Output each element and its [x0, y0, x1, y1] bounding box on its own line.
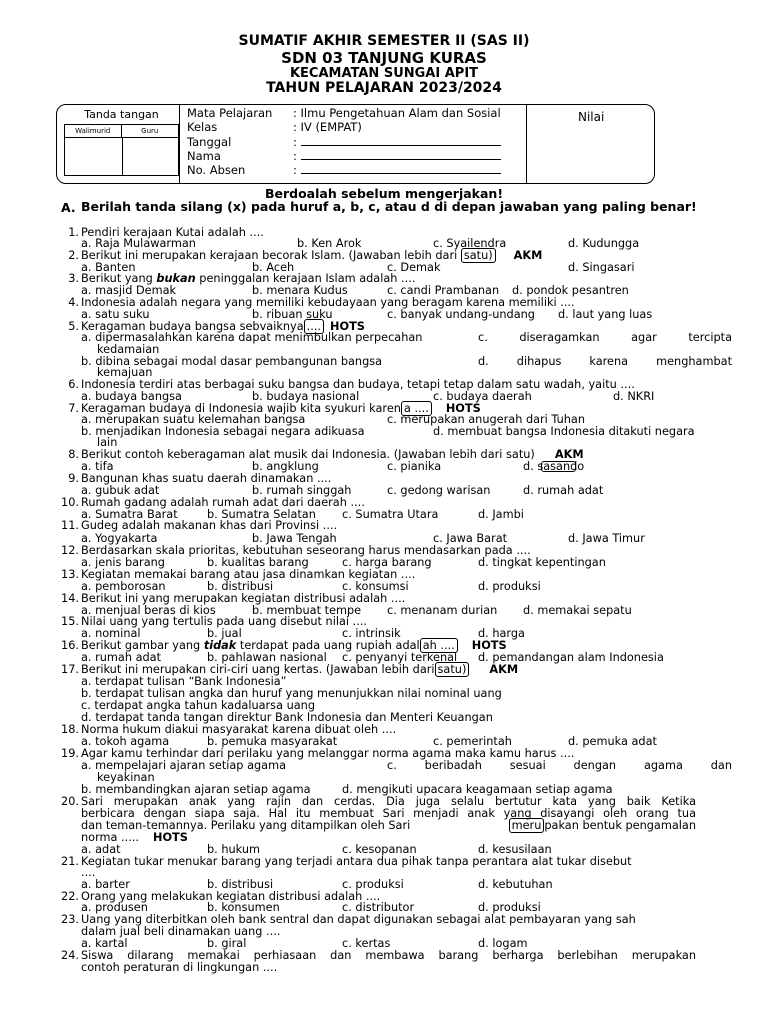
- option[interactable]: b. pemuka masyarakat: [207, 735, 338, 748]
- question-text: Nilai uang yang tertulis pada uang disebut nilai ....: [81, 615, 368, 628]
- field-value: : Ilmu Pengetahuan Alam dan Sosial: [293, 106, 501, 120]
- option[interactable]: a. nominal: [81, 627, 141, 640]
- question-text-part: pakan bentuk pengamalan: [544, 819, 696, 832]
- question-text: Norma hukum diakui masyarakat karena dibuat oleh ....: [81, 723, 397, 736]
- question-text: Siswa dilarang memakai perhiasaan dan membawa barang berharga berlebihan merupakan: [81, 949, 696, 962]
- question-text-part: Berikut yang: [81, 272, 153, 285]
- option[interactable]: b. hukum: [207, 843, 261, 856]
- question-number: 10.: [61, 496, 79, 509]
- option[interactable]: b. Jawa Tengah: [252, 532, 337, 545]
- option[interactable]: a. produsen: [81, 901, 148, 914]
- option[interactable]: d. kesusilaan: [478, 843, 552, 856]
- question-text: ....: [81, 866, 96, 879]
- question-number: 5.: [68, 320, 79, 333]
- option[interactable]: b. angklung: [252, 460, 319, 473]
- option[interactable]: a. terdapat tulisan “Bank Indonesia”: [81, 675, 287, 688]
- option[interactable]: c. intrinsik: [342, 627, 401, 640]
- option[interactable]: b. terdapat tulisan angka dan huruf yang menunjukkan nilai nominal uang: [81, 687, 502, 700]
- option[interactable]: b. budaya nasional: [252, 390, 360, 403]
- option[interactable]: a. gubuk adat: [81, 484, 160, 497]
- hots-tag: HOTS: [445, 402, 481, 415]
- akm-tag: AKM: [554, 448, 584, 461]
- field-label: Tanggal: [187, 135, 232, 149]
- question-text: Gudeg adalah makanan khas dari Provinsi ....: [81, 519, 338, 532]
- option[interactable]: a. Banten: [81, 261, 136, 274]
- question-number: 19.: [61, 747, 79, 760]
- option[interactable]: c. Sumatra Utara: [342, 508, 439, 521]
- option[interactable]: a. masjid Demak: [81, 284, 177, 297]
- question-text-part: dan teman-temannya. Perilaku yang ditampilkan oleh Sari: [81, 819, 411, 832]
- option[interactable]: a. tifa: [81, 460, 114, 473]
- option[interactable]: b. giral: [207, 937, 247, 950]
- question-number: 4.: [68, 296, 79, 309]
- option[interactable]: b. membuat tempe: [252, 604, 362, 617]
- section-letter: A.: [61, 200, 76, 215]
- option[interactable]: a. Raja Mulawarman: [81, 237, 196, 250]
- question-text: Rumah gadang adalah rumah adat dari daerah ....: [81, 496, 365, 509]
- signature-title: Tanda tangan: [84, 108, 159, 121]
- option[interactable]: b. pahlawan nasional: [207, 651, 327, 664]
- option[interactable]: d. terdapat tanda tangan direktur Bank Indonesia dan Menteri Keuangan: [81, 711, 493, 724]
- question-number: 24.: [61, 949, 79, 962]
- question-text: Agar kamu terhindar dari perilaku yang melanggar norma agama maka kamu harus ....: [81, 747, 575, 760]
- option[interactable]: d. Jawa Timur: [568, 532, 645, 545]
- question-text: Berdasarkan skala prioritas, kebutuhan seseorang harus mendasarkan pada ....: [81, 544, 531, 557]
- option[interactable]: a. merupakan suatu kelemahan bangsa: [81, 413, 306, 426]
- option[interactable]: c. terdapat angka tahun kadaluarsa uang: [81, 699, 315, 712]
- option[interactable]: c. merupakan anugerah dari Tuhan: [387, 413, 585, 426]
- hots-tag: HOTS: [153, 831, 188, 844]
- hots-tag: HOTS: [330, 320, 365, 333]
- option[interactable]: c. budaya daerah: [433, 390, 532, 403]
- field-colon: :: [293, 163, 297, 177]
- option[interactable]: a. jenis barang: [81, 556, 165, 569]
- option[interactable]: c. beribadah sesuai dengan agama dan: [387, 759, 732, 772]
- option[interactable]: d. memakai sepatu: [523, 604, 632, 617]
- option[interactable]: a. adat: [81, 843, 121, 856]
- option[interactable]: a. Yogyakarta: [81, 532, 158, 545]
- option[interactable]: b. Aceh: [252, 261, 295, 274]
- question-number: 1.: [68, 226, 79, 239]
- option[interactable]: c. kertas: [342, 937, 391, 950]
- question-number: 9.: [68, 472, 79, 485]
- option[interactable]: c. Syailendra: [433, 237, 507, 250]
- question-text-part: norma .....: [81, 831, 139, 844]
- question-number: 15.: [61, 615, 79, 628]
- question-number: 16.: [61, 639, 79, 652]
- option[interactable]: d. produksi: [478, 901, 541, 914]
- question-text: dalam jual beli dinamakan uang ....: [81, 925, 281, 938]
- option[interactable]: d. laut yang luas: [558, 308, 653, 321]
- option[interactable]: c. kesopanan: [342, 843, 417, 856]
- field-label: Nama: [187, 149, 221, 163]
- field-colon: :: [293, 135, 297, 149]
- option[interactable]: c. gedong warisan: [387, 484, 491, 497]
- option[interactable]: d. NKRI: [613, 390, 655, 403]
- field-label: No. Absen: [187, 163, 246, 177]
- option[interactable]: b. rumah singgah: [252, 484, 352, 497]
- boxed-text: satu): [435, 662, 470, 677]
- question-text: Orang yang melakukan kegiatan distribusi adalah ....: [81, 890, 381, 903]
- option[interactable]: d. membuat bangsa Indonesia ditakuti negara: [433, 425, 695, 438]
- question-text: Indonesia terdiri atas berbagai suku bangsa dan budaya, tetapi tetap dalam satu wadah, yaitu ....: [81, 378, 635, 391]
- question-text: Uang yang diterbitkan oleh bank sentral dan dapat digunakan sebagai alat pembayaran yang sah: [81, 913, 636, 926]
- option[interactable]: a. budaya bangsa: [81, 390, 182, 403]
- question-number: 13.: [61, 568, 79, 581]
- option-continuation: kedamaian: [97, 343, 160, 356]
- question-text-part: peninggalan kerajaan Islam adalah ....: [199, 272, 416, 285]
- option[interactable]: c. Demak: [387, 261, 441, 274]
- option[interactable]: d. mengikuti upacara keagamaan setiap agama: [342, 783, 613, 796]
- field-value: : IV (EMPAT): [293, 120, 362, 134]
- option[interactable]: a. barter: [81, 878, 130, 891]
- option[interactable]: c. konsumsi: [342, 580, 409, 593]
- question-number: 20.: [61, 795, 79, 808]
- question-text: Kegiatan memakai barang atau jasa dinamkan kegiatan ....: [81, 568, 416, 581]
- option[interactable]: a. pemborosan: [81, 580, 166, 593]
- option[interactable]: b. Ken Arok: [297, 237, 362, 250]
- question-number: 3.: [68, 272, 79, 285]
- option[interactable]: a. tokoh agama: [81, 735, 170, 748]
- question-number: 6.: [68, 378, 79, 391]
- option[interactable]: c. pemerintah: [433, 735, 512, 748]
- option[interactable]: b. membandingkan ajaran setiap agama: [81, 783, 311, 796]
- field-label: Kelas: [187, 120, 218, 134]
- option[interactable]: b. ribuan suku: [252, 308, 333, 321]
- signature-col-teacher: Guru: [122, 125, 179, 138]
- option[interactable]: d. Jambi: [478, 508, 524, 521]
- question-number: 18.: [61, 723, 79, 736]
- option[interactable]: d. tingkat kepentingan: [478, 556, 606, 569]
- option[interactable]: c. penyanyi terkenal: [342, 651, 458, 664]
- option[interactable]: b. distribusi: [207, 580, 274, 593]
- option[interactable]: d. logam: [478, 937, 528, 950]
- question-text: Indonesia adalah negara yang memiliki kebudayaan yang beragam karena memiliki ....: [81, 296, 575, 309]
- hots-tag: HOTS: [471, 639, 507, 652]
- option[interactable]: a. menjual beras di kios: [81, 604, 216, 617]
- option[interactable]: d. dihapus karena menghambat: [478, 355, 732, 368]
- option[interactable]: c. candi Prambanan: [387, 284, 500, 297]
- question-number: 21.: [61, 855, 79, 868]
- signature-col-parent: Walimurid: [65, 125, 122, 138]
- section-instruction: Berilah tanda silang (x) pada huruf a, b, c, atau d di depan jawaban yang paling benar!: [81, 199, 697, 214]
- emphasis-word: bukan: [156, 272, 196, 285]
- divider: [526, 105, 527, 183]
- option[interactable]: c. Jawa Barat: [433, 532, 508, 545]
- emphasis-word: tidak: [203, 639, 237, 652]
- option[interactable]: c. diseragamkan agar tercipta: [478, 331, 732, 344]
- option[interactable]: c. produksi: [342, 878, 404, 891]
- question-text-part: Berikut ini merupakan kerajaan becorak Islam. (Jawaban lebih dari: [81, 249, 458, 262]
- option[interactable]: d. sasando: [523, 460, 585, 473]
- option[interactable]: d. Kudungga: [568, 237, 640, 250]
- option[interactable]: a. Sumatra Barat: [81, 508, 178, 521]
- question-number: 8.: [68, 448, 79, 461]
- option[interactable]: a. mempelajari ajaran setiap agama: [81, 759, 287, 772]
- question-number: 7.: [68, 402, 79, 415]
- score-label: Nilai: [578, 110, 605, 124]
- question-number: 14.: [61, 592, 79, 605]
- option[interactable]: b. Sumatra Selatan: [207, 508, 316, 521]
- option[interactable]: c. distributor: [342, 901, 415, 914]
- school-name: SDN 03 TANJUNG KURAS: [281, 49, 487, 67]
- option[interactable]: b. jual: [207, 627, 242, 640]
- signature-table: [64, 124, 179, 176]
- option[interactable]: b. kualitas barang: [207, 556, 309, 569]
- question-text-part: Keragaman budaya bangsa sebvaiknya: [81, 320, 304, 333]
- question-number: 23.: [61, 913, 79, 926]
- question-text: [81, 250, 542, 262]
- question-text-part: Keragaman budaya di Indonesia wajib kita syukuri karen: [81, 402, 401, 415]
- exam-title: SUMATIF AKHIR SEMESTER II (SAS II): [238, 33, 530, 49]
- question-text-part: Berikut contoh keberagaman alat musik dai Indonesia. (Jawaban lebih dari satu): [81, 448, 535, 461]
- option-continuation: kemajuan: [97, 366, 153, 379]
- field-label: Mata Pelajaran: [187, 106, 273, 120]
- option[interactable]: a. rumah adat: [81, 651, 162, 664]
- date-input-line[interactable]: [301, 136, 501, 146]
- boxed-text: satu): [461, 248, 496, 263]
- question-text: Pendiri kerajaan Kutai adalah ....: [81, 226, 264, 239]
- option[interactable]: d. harga: [478, 627, 525, 640]
- question-text: berbicara dengan siapa saja. Hal itu membuat Sari menjadi anak yang disayangi oleh orang tua: [81, 807, 696, 820]
- question-text: contoh peraturan di lingkungan ....: [81, 961, 278, 974]
- option[interactable]: c. harga barang: [342, 556, 432, 569]
- option[interactable]: a. kartal: [81, 937, 128, 950]
- option[interactable]: d. rumah adat: [523, 484, 604, 497]
- academic-year: TAHUN PELAJARAN 2023/2024: [266, 80, 502, 96]
- option[interactable]: a. satu suku: [81, 308, 150, 321]
- divider: [122, 138, 123, 175]
- option[interactable]: b. dibina sebagai modal dasar pembangunan bangsa: [81, 355, 383, 368]
- district-name: KECAMATAN SUNGAI APIT: [289, 66, 479, 81]
- boxed-text: a ....: [401, 401, 432, 416]
- absen-input-line[interactable]: [301, 164, 501, 174]
- option[interactable]: b. menjadikan Indonesia sebagai negara adikuasa: [81, 425, 365, 438]
- field-colon: :: [293, 149, 297, 163]
- option[interactable]: c. banyak undang-undang: [387, 308, 535, 321]
- question-number: 2.: [68, 249, 79, 262]
- option[interactable]: c. menanam durian: [387, 604, 498, 617]
- option[interactable]: d. Singasari: [568, 261, 635, 274]
- option[interactable]: d. pemandangan alam Indonesia: [478, 651, 664, 664]
- option-continuation: keyakinan: [97, 771, 155, 784]
- question-text-part: Berikut ini merupakan ciri-ciri uang kertas. (Jawaban lebih dari: [81, 663, 435, 676]
- question-text: Sari merupakan anak yang rajin dan cerdas. Dia juga selalu bertutur kata yang baik Ketika: [81, 795, 696, 808]
- question-text-part: terdapat pada uang rupiah adal: [239, 639, 420, 652]
- option[interactable]: b. konsumen: [207, 901, 280, 914]
- question-number: 22.: [61, 890, 79, 903]
- question-text: [81, 449, 584, 461]
- option[interactable]: d. pondok pesantren: [512, 284, 629, 297]
- question-number: 17.: [61, 663, 79, 676]
- question-text: Bangunan khas suatu daerah dinamakan ....: [81, 472, 332, 485]
- option[interactable]: d. produksi: [478, 580, 541, 593]
- option[interactable]: d. pemuka adat: [568, 735, 657, 748]
- question-text: Kegiatan tukar menukar barang yang terjadi antara dua pihak tanpa perantara alat tukar disebut: [81, 855, 632, 868]
- option[interactable]: a. dipermasalahkan karena dapat menimbulkan perpecahan: [81, 331, 423, 344]
- divider: [179, 105, 180, 183]
- prayer-note: Berdoalah sebelum mengerjakan!: [264, 186, 504, 201]
- boxed-text: ah ....: [420, 638, 458, 653]
- option[interactable]: b. menara Kudus: [252, 284, 348, 297]
- boxed-text: meru: [509, 818, 545, 833]
- option[interactable]: d. kebutuhan: [478, 878, 553, 891]
- option[interactable]: b. distribusi: [207, 878, 274, 891]
- akm-tag: AKM: [513, 249, 543, 262]
- question-text-part: Berikut gambar yang: [81, 639, 201, 652]
- question-text: Berikut ini yang merupakan kegiatan distribusi adalah ....: [81, 592, 406, 605]
- option[interactable]: c. pianika: [387, 460, 442, 473]
- question-number: 12.: [61, 544, 79, 557]
- boxed-text: ....: [304, 319, 324, 334]
- question-number: 11.: [61, 519, 79, 532]
- option-continuation: lain: [97, 436, 118, 449]
- name-input-line[interactable]: [301, 150, 501, 160]
- akm-tag: AKM: [489, 663, 519, 676]
